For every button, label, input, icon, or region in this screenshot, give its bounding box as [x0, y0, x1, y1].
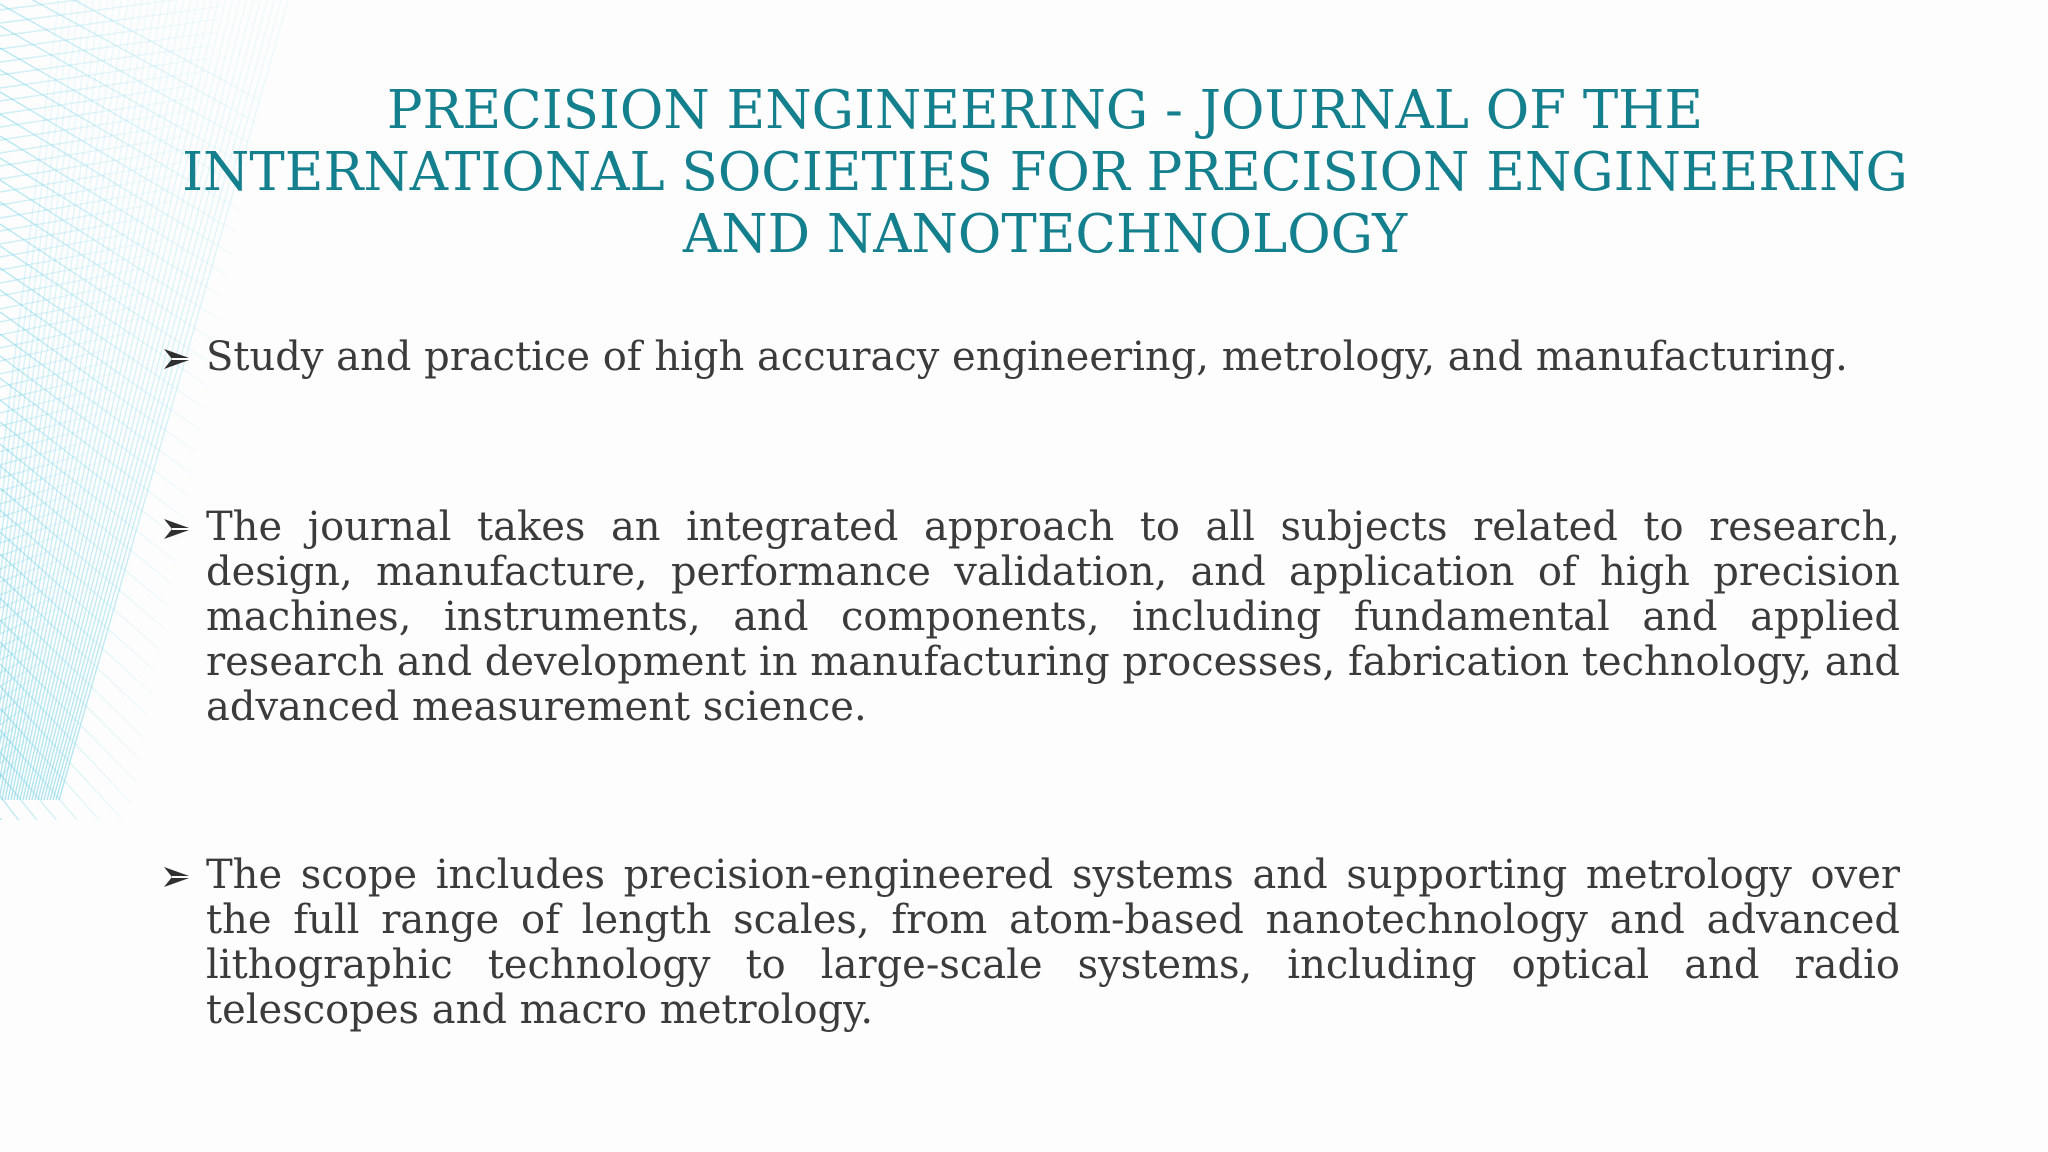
wireframe-line — [0, 175, 179, 205]
arrow-bullet-icon — [162, 863, 196, 891]
bullet-text: The scope includes precision-engineered systems and supporting metrology over the full range of length scales, from atom-based nanotechnology and advanced lithographic technology to large-scale systems, including optical and radio telescopes and macro metrology. — [206, 852, 1900, 1033]
bullet-text: Study and practice of high accuracy engineering, metrology, and manufacturing. — [206, 334, 1848, 380]
arrow-bullet-icon — [162, 345, 196, 373]
wireframe-line — [0, 305, 145, 335]
list-item — [160, 335, 1900, 380]
wireframe-line — [0, 774, 112, 820]
arrow-bullet-icon — [162, 515, 196, 543]
wireframe-line — [0, 818, 104, 820]
page-title: PRECISION ENGINEERING - JOURNAL OF THE INTERNATIONAL SOCIETIES FOR PRECISION ENGINEERING AND NANOTECHNOLOGY — [182, 80, 1908, 265]
wireframe-line — [0, 318, 142, 348]
wireframe-line — [0, 6, 223, 36]
bullet-text: The journal takes an integrated approach to all subjects related to research, design, manufacture, performance validation, and application of high precision machines, instruments, and components, including fundamental and applied research and development in manufacturing processes, fabrication technology, and advanced measurement science. — [206, 504, 1900, 730]
wireframe-line — [0, 162, 182, 192]
list-item — [160, 505, 1900, 730]
wireframe-line — [0, 240, 162, 270]
list-item — [160, 853, 1900, 1033]
wireframe-line — [0, 422, 114, 452]
wireframe-line — [0, 253, 159, 283]
wireframe-line — [0, 513, 91, 543]
